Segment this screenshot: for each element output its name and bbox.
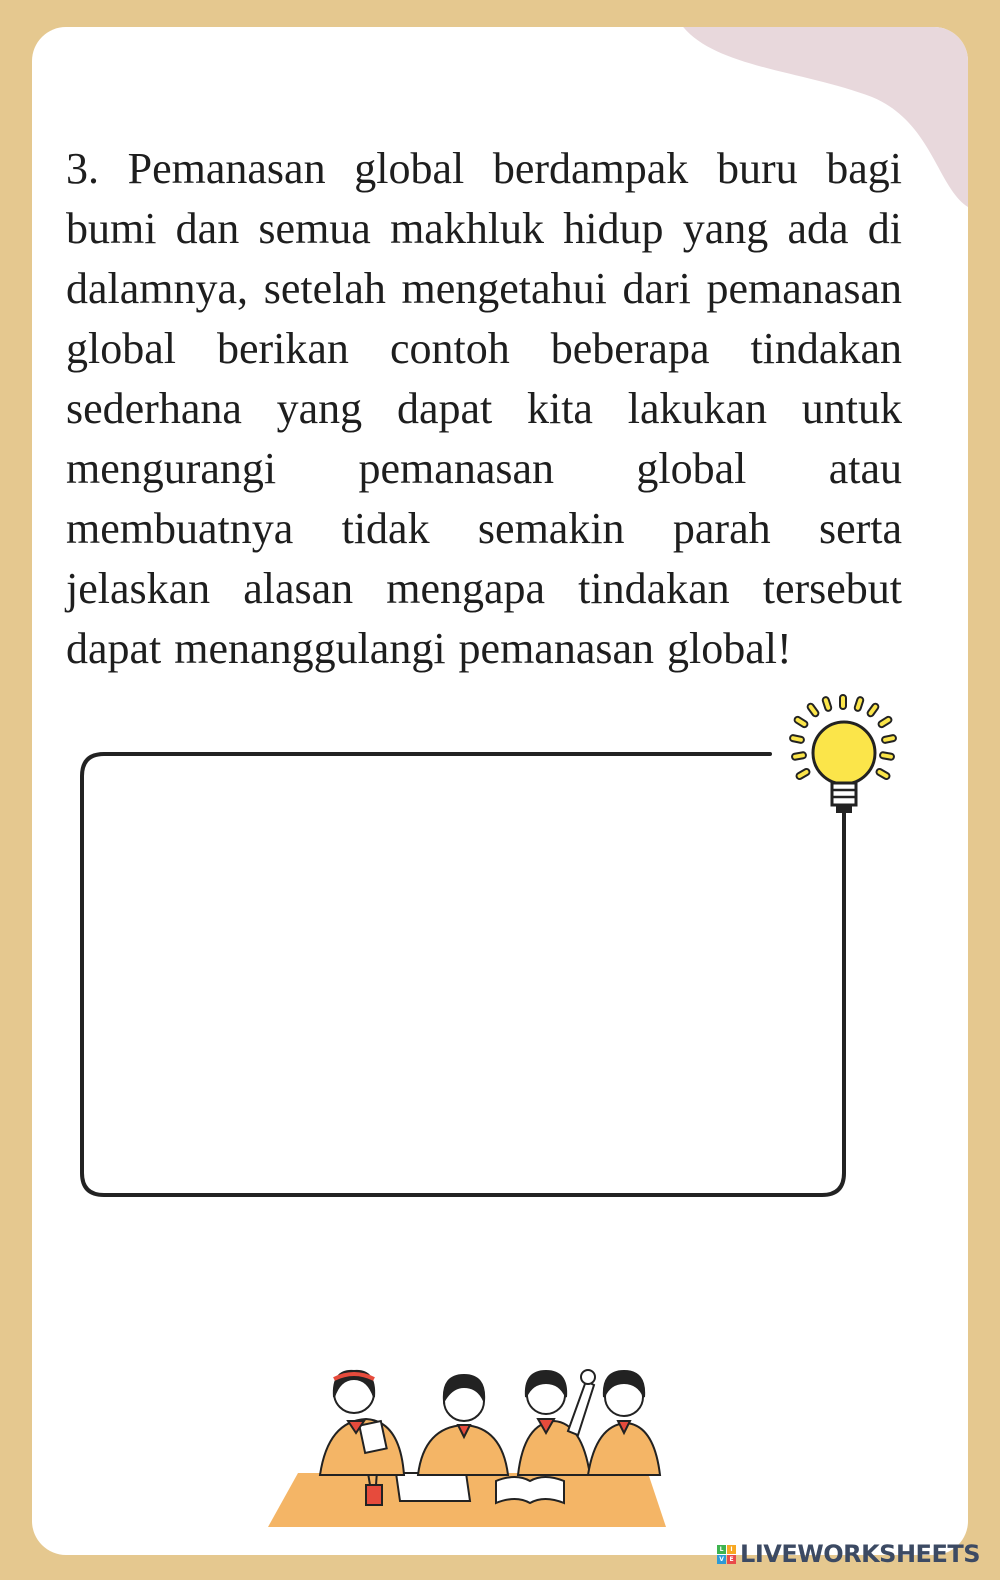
logo-letter: E [727,1555,736,1564]
logo-letter: I [727,1545,736,1554]
logo-letter: V [717,1555,726,1564]
worksheet-card [32,27,968,1555]
question-text: 3. Pemanasan global berdampak buru bagi bumi dan semua makhluk hidup yang ada di dalamnya, setelah mengetahui dari pemanasan global berikan contoh beberapa tindakan sederhana yang dapat kita lakukan untuk mengurangi pemanasan global atau membuatnya tidak semakin parah serta jelaskan alasan mengapa tindakan tersebut dapat menanggulangi pemanasan global! [66,144,902,673]
students-illustration [268,1361,668,1531]
answer-input[interactable] [84,755,844,1191]
liveworksheets-logo-icon [717,1545,736,1564]
brand-name: LIVEWORKSHEETS [740,1540,980,1568]
liveworksheets-brand[interactable] [717,1540,980,1568]
logo-letter: L [717,1545,726,1554]
